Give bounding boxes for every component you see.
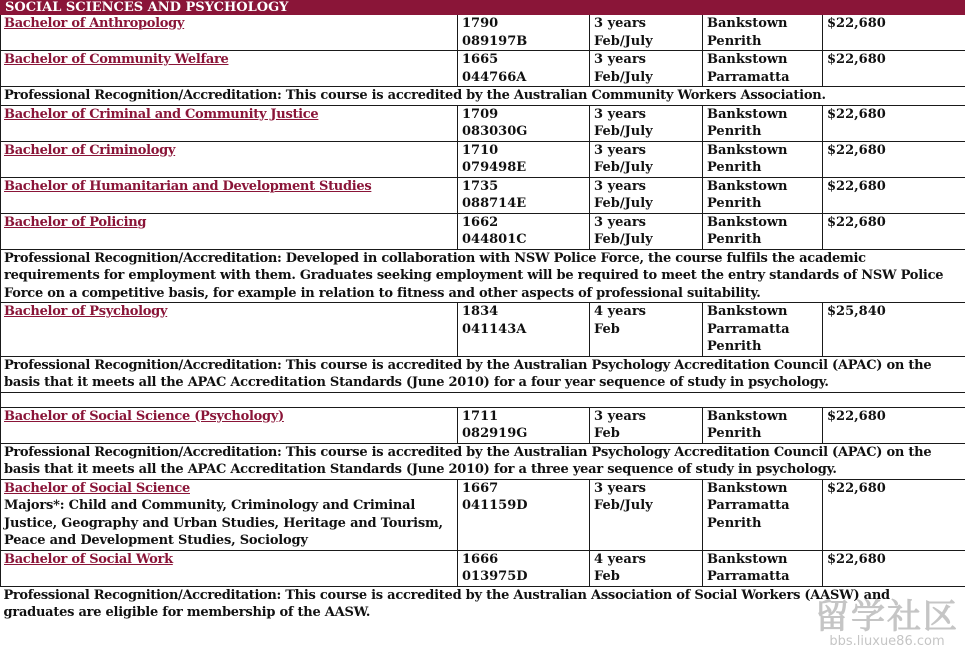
course-intake: Feb <box>594 569 620 584</box>
cricos-code: 044766A <box>462 69 527 85</box>
course-duration: 3 years <box>594 142 646 158</box>
course-link[interactable]: Bachelor of Social Science (Psychology) <box>4 408 284 424</box>
course-link[interactable]: Bachelor of Criminology <box>4 142 176 158</box>
course-intake: Feb/July <box>594 124 653 139</box>
course-duration: 3 years <box>594 178 646 194</box>
course-majors: Majors*: Child and Community, Criminology and Criminal Justice, Geography and Urban Studies, Heritage and Tourism, Peace and Development Studies, Sociology <box>4 498 443 548</box>
accreditation-note-row <box>1 356 965 392</box>
spacer-row <box>1 392 965 407</box>
campus-name: Bankstown <box>707 52 788 67</box>
campus-cell <box>703 105 823 141</box>
cricos-code: 044801C <box>462 232 527 247</box>
fee-cell <box>823 15 965 51</box>
section-header-row <box>1 1 965 15</box>
course-cell <box>1 177 458 213</box>
course-duration: 3 years <box>594 16 646 31</box>
campus-name: Bankstown <box>707 408 788 424</box>
course-fee: $22,680 <box>827 142 886 158</box>
accreditation-label: Professional Recognition/Accreditation: <box>4 357 282 373</box>
code-cell <box>458 407 590 443</box>
course-fee: $22,680 <box>827 480 886 496</box>
course-fee: $22,680 <box>827 551 886 567</box>
course-cell <box>1 407 458 443</box>
accreditation-label: Professional Recognition/Accreditation: <box>4 250 282 266</box>
fee-cell <box>823 141 965 177</box>
course-code: 1667 <box>462 480 499 496</box>
course-link[interactable]: Bachelor of Criminal and Community Justice <box>4 106 319 122</box>
course-row <box>1 177 965 213</box>
campus-name: Penrith <box>707 232 762 247</box>
course-row <box>1 141 965 177</box>
cricos-code: 041159D <box>462 498 528 513</box>
course-row <box>1 550 965 586</box>
course-cell <box>1 141 458 177</box>
cricos-code: 082919G <box>462 426 528 441</box>
fee-cell <box>823 407 965 443</box>
course-fee: $22,680 <box>827 16 886 31</box>
cricos-code: 089197B <box>462 33 528 49</box>
course-row <box>1 479 965 550</box>
campus-cell <box>703 407 823 443</box>
course-duration: 3 years <box>594 408 646 424</box>
accreditation-text: This course is accredited by the Australian Association of Social Workers (AASW) and graduates are eligible for membership of the AASW. <box>3 587 890 620</box>
campus-name: Bankstown <box>707 551 788 567</box>
accreditation-text: Developed in collaboration with NSW Police Force, the course fulfils the academic requirements for employment with them. Graduates seeking employment will be required to meet the entry standards of NSW Police Force on a competitive basis, for example in relation to fitness and other aspects of professional suitability. <box>4 250 944 301</box>
cricos-code: 079498E <box>462 160 527 175</box>
campus-name: Bankstown <box>707 214 788 230</box>
campus-name: Parramatta <box>707 321 790 337</box>
campus-name: Parramatta <box>707 69 790 85</box>
course-duration: 3 years <box>594 52 646 67</box>
campus-name: Penrith <box>707 426 762 441</box>
course-duration: 3 years <box>594 106 646 122</box>
campus-cell <box>703 15 823 51</box>
course-fee: $25,840 <box>827 304 886 319</box>
course-fee: $22,680 <box>827 106 886 122</box>
course-code: 1735 <box>462 178 499 194</box>
course-code: 1834 <box>462 304 499 319</box>
code-cell <box>458 105 590 141</box>
campus-cell <box>703 303 823 357</box>
course-link[interactable]: Bachelor of Social Science <box>4 480 190 496</box>
course-intake: Feb/July <box>594 196 653 211</box>
campus-cell <box>703 141 823 177</box>
course-row <box>1 51 965 87</box>
duration-cell <box>590 213 703 249</box>
watermark-title: 留学社区 <box>815 597 959 637</box>
course-cell <box>1 479 458 550</box>
duration-cell <box>590 407 703 443</box>
course-cell <box>1 303 458 357</box>
campus-name: Penrith <box>707 124 762 139</box>
code-cell <box>458 479 590 550</box>
campus-cell <box>703 550 823 586</box>
code-cell <box>458 213 590 249</box>
course-cell <box>1 105 458 141</box>
course-row <box>1 303 965 357</box>
campus-name: Bankstown <box>707 106 788 122</box>
accreditation-note-row <box>1 443 965 479</box>
course-duration: 3 years <box>594 214 646 230</box>
course-code: 1710 <box>462 142 499 158</box>
course-intake: Feb/July <box>594 160 653 175</box>
course-intake: Feb <box>594 426 620 441</box>
fee-cell <box>823 303 965 357</box>
course-fee: $22,680 <box>827 408 886 424</box>
cricos-code: 013975D <box>462 569 528 584</box>
section-title: SOCIAL SCIENCES AND PSYCHOLOGY <box>1 1 458 15</box>
accreditation-label: Professional Recognition/Accreditation: <box>4 88 282 103</box>
code-cell <box>458 177 590 213</box>
cricos-code: 088714E <box>462 196 527 211</box>
course-row <box>1 15 965 51</box>
course-code: 1790 <box>462 16 499 31</box>
cricos-code: 083030G <box>462 124 528 139</box>
campus-name: Penrith <box>707 160 762 175</box>
duration-cell <box>590 177 703 213</box>
course-fee: $22,680 <box>827 178 886 194</box>
campus-cell <box>703 177 823 213</box>
campus-name: Bankstown <box>707 142 788 158</box>
course-intake: Feb/July <box>594 33 653 49</box>
campus-name: Bankstown <box>707 16 788 31</box>
campus-cell <box>703 479 823 550</box>
course-row <box>1 407 965 443</box>
watermark-logo <box>815 599 959 649</box>
campus-name: Penrith <box>707 33 762 49</box>
code-cell <box>458 550 590 586</box>
campus-name: Penrith <box>707 196 762 211</box>
duration-cell <box>590 479 703 550</box>
accreditation-label: Professional Recognition/Accreditation: <box>4 444 282 460</box>
course-intake: Feb/July <box>594 69 653 85</box>
code-cell <box>458 141 590 177</box>
code-cell <box>458 51 590 87</box>
campus-name: Parramatta <box>707 569 790 584</box>
campus-name: Penrith <box>707 515 762 531</box>
course-code: 1711 <box>462 408 499 424</box>
duration-cell <box>590 303 703 357</box>
accreditation-note-row <box>1 87 965 106</box>
course-intake: Feb/July <box>594 232 653 247</box>
campus-cell <box>703 213 823 249</box>
code-cell <box>458 303 590 357</box>
course-link[interactable]: Bachelor of Humanitarian and Development Studies <box>4 178 372 194</box>
cricos-code: 041143A <box>462 321 527 337</box>
course-link[interactable]: Bachelor of Policing <box>4 214 147 230</box>
duration-cell <box>590 105 703 141</box>
campus-name: Bankstown <box>707 480 788 496</box>
accreditation-note-row <box>1 249 965 303</box>
fee-cell <box>823 550 965 586</box>
course-cell <box>1 550 458 586</box>
campus-name: Penrith <box>707 339 762 354</box>
course-code: 1709 <box>462 106 499 122</box>
course-row <box>1 213 965 249</box>
fee-cell <box>823 105 965 141</box>
campus-name: Bankstown <box>707 304 788 319</box>
campus-cell <box>703 51 823 87</box>
accreditation-text: This course is accredited by the Australian Psychology Accreditation Council (APAC) on the basis that it meets all the APAC Accreditation Standards (June 2010) for a four year sequence of study in psychology. <box>4 357 932 390</box>
campus-name: Parramatta <box>707 498 790 513</box>
accreditation-text: This course is accredited by the Australian Community Workers Association. <box>281 88 826 103</box>
course-link[interactable]: Bachelor of Social Work <box>4 551 173 567</box>
course-cell <box>1 15 458 51</box>
accreditation-text: This course is accredited by the Australian Psychology Accreditation Council (APAC) on the basis that it meets all the APAC Accreditation Standards (June 2010) for a three year sequence of study in psychology. <box>4 444 932 477</box>
duration-cell <box>590 51 703 87</box>
code-cell <box>458 15 590 51</box>
course-intake: Feb/July <box>594 498 653 513</box>
course-code: 1665 <box>462 52 499 67</box>
watermark-url: bbs.liuxue86.com <box>829 634 945 649</box>
course-duration: 3 years <box>594 480 646 496</box>
fee-cell <box>823 177 965 213</box>
course-link[interactable]: Bachelor of Community Welfare <box>4 52 229 67</box>
duration-cell <box>590 15 703 51</box>
accreditation-label: Professional Recognition/Accreditation: <box>3 587 281 603</box>
course-row <box>1 105 965 141</box>
duration-cell <box>590 550 703 586</box>
fee-cell <box>823 51 965 87</box>
course-cell <box>1 213 458 249</box>
fee-cell <box>823 213 965 249</box>
course-link[interactable]: Bachelor of Psychology <box>4 304 168 319</box>
course-cell <box>1 51 458 87</box>
course-code: 1662 <box>462 214 499 230</box>
duration-cell <box>590 141 703 177</box>
course-code: 1666 <box>462 551 499 567</box>
course-fee: $22,680 <box>827 214 886 230</box>
course-intake: Feb <box>594 321 620 337</box>
campus-name: Bankstown <box>707 178 788 194</box>
course-fee: $22,680 <box>827 52 886 67</box>
course-duration: 4 years <box>594 551 646 567</box>
fee-cell <box>823 479 965 550</box>
course-duration: 4 years <box>594 304 646 319</box>
course-link[interactable]: Bachelor of Anthropology <box>4 16 185 31</box>
